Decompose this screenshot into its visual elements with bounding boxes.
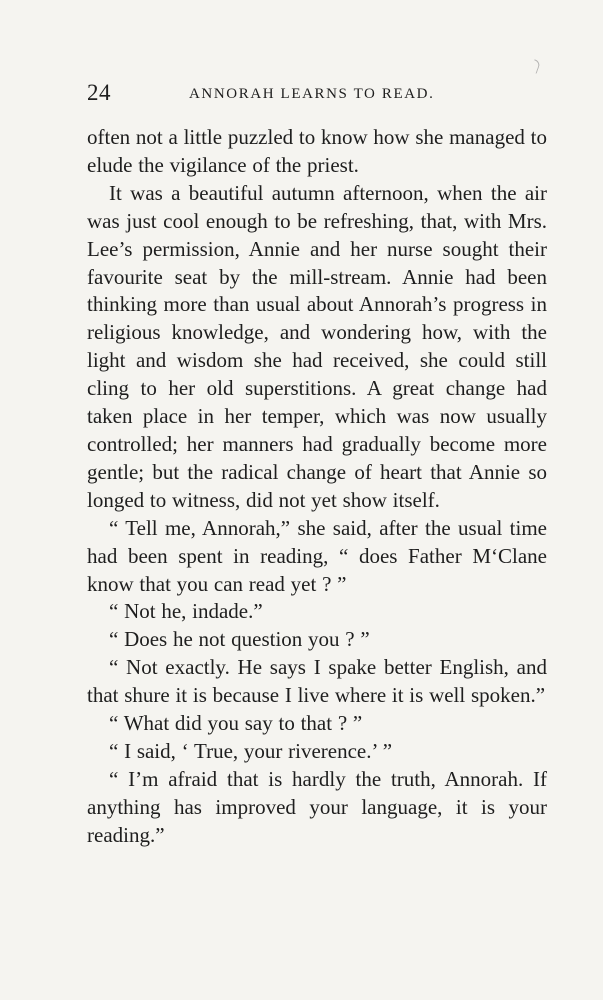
paragraph: “ Tell me, Annorah,” she said, after the usual time had been spent in reading, “ does Father M‘Clane know that you can read yet ? ” — [87, 515, 547, 596]
paragraph: “ Not he, indade.” — [109, 599, 263, 624]
body-text — [87, 124, 547, 850]
paragraph: “ Not exactly. He says I spake better English, and that shure it is because I live where it is well spoken.” — [87, 655, 547, 708]
page-number: 24 — [87, 80, 111, 105]
paragraph: “ I’m afraid that is hardly the truth, Annorah. If anything has improved your language, it is your reading.” — [87, 766, 547, 847]
paragraph: It was a beautiful autumn afternoon, when the air was just cool enough to be refreshing, that, with Mrs. Lee’s permission, Annie and her nurse sought their favourite seat by the mill-stream. Annie had been thinking more than usual about Annorah’s progress in religious knowledge, and wondering how, with the light and wisdom she had received, she could still cling to her old superstitions. A great change had taken place in her temper, which was now usually controlled; her manners had gradually become more gentle; but the radical change of heart that Annie so longed to witness, did not yet show itself. — [87, 180, 547, 512]
paragraph: often not a little puzzled to know how she managed to elude the vigilance of the priest. — [87, 125, 547, 177]
running-head: ANNORAH LEARNS TO READ. — [189, 86, 435, 102]
page-header — [87, 80, 547, 110]
paragraph: “ Does he not question you ? ” — [109, 627, 370, 652]
paragraph: “ What did you say to that ? ” — [109, 711, 363, 736]
ink-mark — [530, 59, 541, 74]
paragraph: “ I said, ‘ True, your riverence.’ ” — [109, 738, 393, 763]
